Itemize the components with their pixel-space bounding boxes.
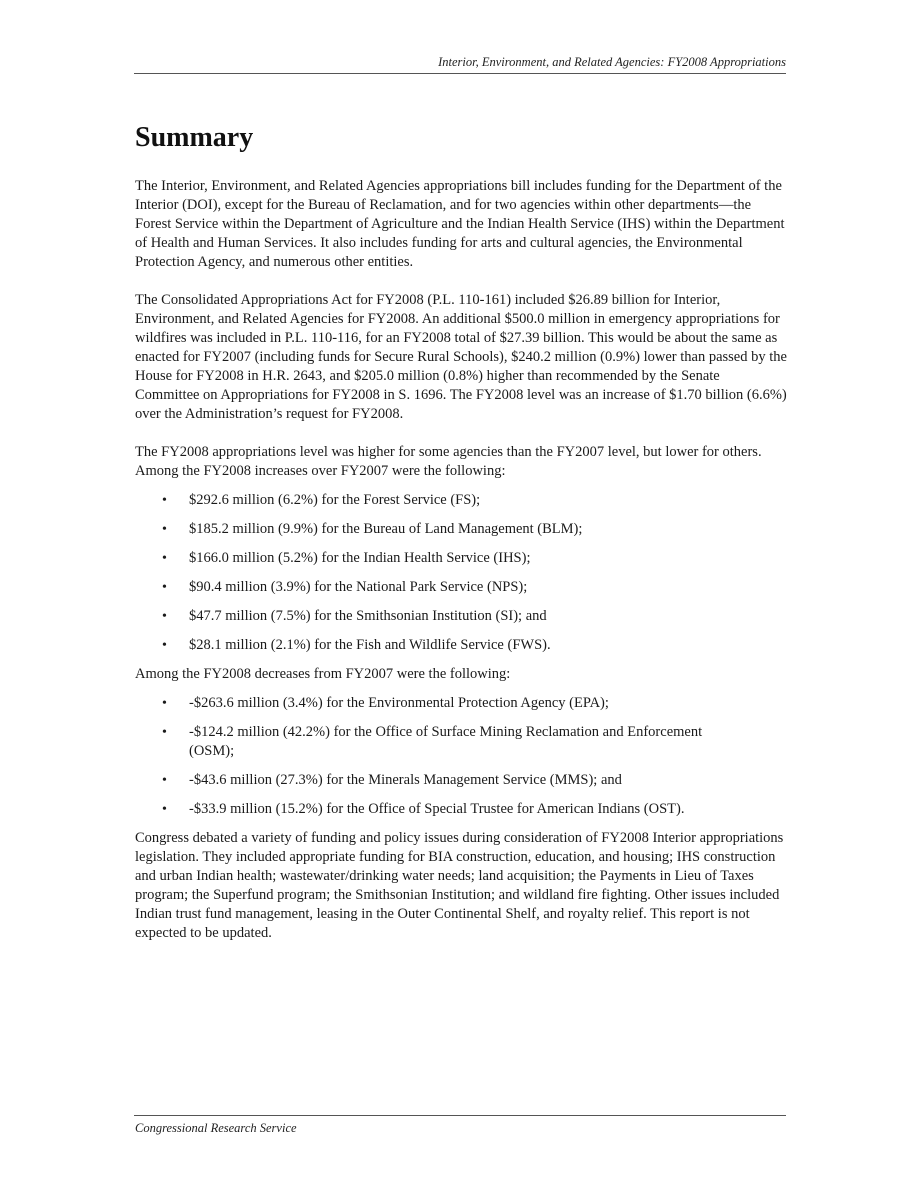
list-item-text: $166.0 million (5.2%) for the Indian Health Service (IHS);	[189, 550, 531, 566]
bullet-icon: •	[162, 551, 167, 566]
list-item-text: $47.7 million (7.5%) for the Smithsonian Institution (SI); and	[189, 608, 547, 624]
bullet-icon: •	[162, 580, 167, 595]
list-item	[135, 607, 709, 626]
paragraph-increases-lead: The FY2008 appropriations level was higher for some agencies than the FY2007 level, but lower for others. Among the FY2008 increases over FY2007 were the following:	[135, 444, 762, 479]
list-item	[135, 771, 709, 790]
list-item-text: $28.1 million (2.1%) for the Fish and Wildlife Service (FWS).	[189, 637, 551, 653]
bullet-icon: •	[162, 725, 167, 740]
bullet-icon: •	[162, 522, 167, 537]
bullet-icon: •	[162, 802, 167, 817]
list-item	[135, 800, 709, 819]
list-item-text: -$33.9 million (15.2%) for the Office of Special Trustee for American Indians (OST).	[189, 801, 685, 817]
footer-rule	[134, 1115, 786, 1116]
bullet-icon: •	[162, 493, 167, 508]
paragraph-decreases-lead: Among the FY2008 decreases from FY2007 were the following:	[135, 666, 511, 682]
list-item	[135, 549, 709, 568]
list-item	[135, 491, 709, 510]
list-item-text: $185.2 million (9.9%) for the Bureau of Land Management (BLM);	[189, 521, 583, 537]
list-item-text: -$263.6 million (3.4%) for the Environmental Protection Agency (EPA);	[189, 695, 609, 711]
increases-list	[135, 491, 787, 655]
list-item-text: $90.4 million (3.9%) for the National Park Service (NPS);	[189, 579, 528, 595]
list-item	[135, 694, 709, 713]
paragraph-intro: The Interior, Environment, and Related Agencies appropriations bill includes funding for the Department of the Interior (DOI), except for the Bureau of Reclamation, and for two agencies within other departments—the Forest Service within the Department of Agriculture and the Indian Health Service (IHS) within the Department of Health and Human Services. It also includes funding for arts and cultural agencies, the Environmental Protection Agency, and numerous other entities.	[135, 178, 785, 270]
summary-body	[135, 177, 787, 962]
list-item-text: -$124.2 million (42.2%) for the Office of Surface Mining Reclamation and Enforcement (OSM);	[189, 724, 703, 759]
list-item	[135, 723, 709, 761]
bullet-icon: •	[162, 638, 167, 653]
bullet-icon: •	[162, 696, 167, 711]
decreases-list	[135, 694, 787, 819]
list-item	[135, 520, 709, 539]
header-rule	[134, 73, 786, 74]
running-header: Interior, Environment, and Related Agencies: FY2008 Appropriations	[438, 55, 786, 69]
list-item	[135, 636, 709, 655]
list-item-text: $292.6 million (6.2%) for the Forest Service (FS);	[189, 492, 481, 508]
paragraph-funding: The Consolidated Appropriations Act for FY2008 (P.L. 110-161) included $26.89 billion for Interior, Environment, and Related Agencies for FY2008. An additional $500.0 million in emergency appropriations for wildfires was included in P.L. 110-116, for an FY2008 total of $27.39 billion. This would be about the same as enacted for FY2007 (including funds for Secure Rural Schools), $240.2 million (0.9%) lower than passed by the House for FY2008 in H.R. 2643, and $205.0 million (0.8%) higher than recommended by the Senate Committee on Appropriations for FY2008 in S. 1696. The FY2008 level was an increase of $1.70 billion (6.6%) over the Administration’s request for FY2008.	[135, 292, 787, 422]
bullet-icon: •	[162, 609, 167, 624]
paragraph-issues: Congress debated a variety of funding and policy issues during consideration of FY2008 Interior appropriations legislation. They included appropriate funding for BIA construction, education, and housing; IHS construction and urban Indian health; wastewater/drinking water needs; land acquisition; the Payments in Lieu of Taxes program; the Superfund program; the Smithsonian Institution; and wildland fire fighting. Other issues included Indian trust fund management, leasing in the Outer Continental Shelf, and royalty relief. This report is not expected to be updated.	[135, 830, 784, 941]
bullet-icon: •	[162, 773, 167, 788]
list-item-text: -$43.6 million (27.3%) for the Minerals Management Service (MMS); and	[189, 772, 622, 788]
page-title: Summary	[135, 122, 254, 153]
footer-source: Congressional Research Service	[135, 1121, 297, 1135]
list-item	[135, 578, 709, 597]
